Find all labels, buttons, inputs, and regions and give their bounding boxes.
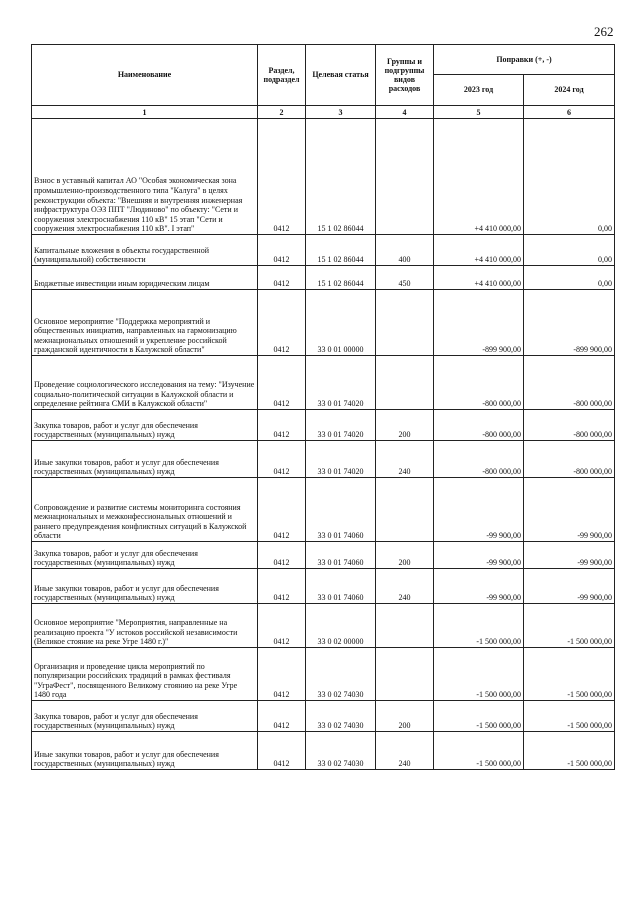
row-expense-group bbox=[376, 290, 434, 356]
table-row bbox=[32, 542, 615, 569]
row-expense-group: 450 bbox=[376, 266, 434, 290]
table-row bbox=[32, 119, 615, 235]
row-amount-2023: -1 500 000,00 bbox=[434, 648, 524, 701]
row-name: Основное мероприятие "Поддержка мероприятий и общественных инициатив, направленных на гармонизацию межнациональных отношений и укрепление российской гражданской идентичности в Калужской области" bbox=[32, 290, 258, 356]
header-year-2023: 2023 год bbox=[434, 75, 524, 106]
row-amount-2024: 0,00 bbox=[524, 266, 615, 290]
row-amount-2024: -99 900,00 bbox=[524, 542, 615, 569]
row-expense-group: 240 bbox=[376, 569, 434, 604]
row-expense-group bbox=[376, 478, 434, 542]
table-row bbox=[32, 569, 615, 604]
header-year-2024: 2024 год bbox=[524, 75, 615, 106]
row-name: Бюджетные инвестиции иным юридическим лицам bbox=[32, 266, 258, 290]
row-section-code: 0412 bbox=[258, 478, 306, 542]
row-name: Иные закупки товаров, работ и услуг для обеспечения государственных (муниципальных) нужд bbox=[32, 569, 258, 604]
row-target-article: 33 0 02 74030 bbox=[306, 648, 376, 701]
row-expense-group: 200 bbox=[376, 410, 434, 441]
column-number: 3 bbox=[306, 106, 376, 119]
row-name: Иные закупки товаров, работ и услуг для обеспечения государственных (муниципальных) нужд bbox=[32, 441, 258, 478]
row-amount-2023: -99 900,00 bbox=[434, 478, 524, 542]
row-target-article: 33 0 02 00000 bbox=[306, 604, 376, 648]
row-amount-2024: -1 500 000,00 bbox=[524, 648, 615, 701]
row-amount-2024: -899 900,00 bbox=[524, 290, 615, 356]
row-amount-2023: -800 000,00 bbox=[434, 441, 524, 478]
row-amount-2023: -99 900,00 bbox=[434, 569, 524, 604]
row-amount-2023: -1 500 000,00 bbox=[434, 701, 524, 732]
row-amount-2023: -800 000,00 bbox=[434, 356, 524, 410]
header-target: Целевая статья bbox=[306, 45, 376, 106]
row-amount-2024: -1 500 000,00 bbox=[524, 701, 615, 732]
row-amount-2023: -800 000,00 bbox=[434, 410, 524, 441]
row-section-code: 0412 bbox=[258, 604, 306, 648]
row-target-article: 33 0 01 74020 bbox=[306, 441, 376, 478]
column-number-row bbox=[32, 106, 615, 119]
row-amount-2024: -99 900,00 bbox=[524, 569, 615, 604]
row-name: Проведение социологического исследования на тему: "Изучение социально-политической ситуации в Калужской области и определение рейтинга СМИ в Калужской области" bbox=[32, 356, 258, 410]
table-row bbox=[32, 604, 615, 648]
row-section-code: 0412 bbox=[258, 356, 306, 410]
row-expense-group: 400 bbox=[376, 235, 434, 266]
row-section-code: 0412 bbox=[258, 732, 306, 770]
row-name: Сопровождение и развитие системы мониторинга состояния межнациональных и межконфессиональных отношений и раннего предупреждения конфликтных ситуаций в Калужской области bbox=[32, 478, 258, 542]
row-target-article: 33 0 02 74030 bbox=[306, 732, 376, 770]
row-section-code: 0412 bbox=[258, 542, 306, 569]
row-expense-group: 200 bbox=[376, 701, 434, 732]
row-expense-group: 240 bbox=[376, 441, 434, 478]
column-number: 2 bbox=[258, 106, 306, 119]
table-row bbox=[32, 701, 615, 732]
row-target-article: 33 0 01 74020 bbox=[306, 356, 376, 410]
table-row bbox=[32, 732, 615, 770]
row-expense-group bbox=[376, 648, 434, 701]
row-amount-2024: -800 000,00 bbox=[524, 410, 615, 441]
column-number: 4 bbox=[376, 106, 434, 119]
column-number: 6 bbox=[524, 106, 615, 119]
row-amount-2023: -99 900,00 bbox=[434, 542, 524, 569]
table-row bbox=[32, 356, 615, 410]
row-amount-2024: 0,00 bbox=[524, 235, 615, 266]
row-name: Иные закупки товаров, работ и услуг для обеспечения государственных (муниципальных) нужд bbox=[32, 732, 258, 770]
row-target-article: 33 0 01 00000 bbox=[306, 290, 376, 356]
table-row bbox=[32, 290, 615, 356]
row-section-code: 0412 bbox=[258, 410, 306, 441]
row-name: Закупка товаров, работ и услуг для обеспечения государственных (муниципальных) нужд bbox=[32, 542, 258, 569]
row-amount-2024: -800 000,00 bbox=[524, 356, 615, 410]
row-name: Основное мероприятие "Мероприятия, направленные на реализацию проекта "У истоков российской независимости (Великое стояние на реке Угре 1480 г.)" bbox=[32, 604, 258, 648]
row-section-code: 0412 bbox=[258, 266, 306, 290]
row-target-article: 33 0 01 74020 bbox=[306, 410, 376, 441]
row-amount-2024: 0,00 bbox=[524, 119, 615, 235]
row-amount-2024: -99 900,00 bbox=[524, 478, 615, 542]
row-amount-2024: -1 500 000,00 bbox=[524, 732, 615, 770]
row-amount-2024: -1 500 000,00 bbox=[524, 604, 615, 648]
column-number: 5 bbox=[434, 106, 524, 119]
row-target-article: 15 1 02 86044 bbox=[306, 266, 376, 290]
row-name: Организация и проведение цикла мероприятий по популяризации российских традиций в рамках фестиваля "УграФест", посвященного Великому стоянию на реке Угре 1480 года bbox=[32, 648, 258, 701]
row-amount-2023: +4 410 000,00 bbox=[434, 119, 524, 235]
row-section-code: 0412 bbox=[258, 290, 306, 356]
row-section-code: 0412 bbox=[258, 119, 306, 235]
header-name: Наименование bbox=[32, 45, 258, 106]
row-expense-group bbox=[376, 604, 434, 648]
row-target-article: 33 0 01 74060 bbox=[306, 478, 376, 542]
row-section-code: 0412 bbox=[258, 701, 306, 732]
row-target-article: 33 0 01 74060 bbox=[306, 542, 376, 569]
header-section: Раздел, подраздел bbox=[258, 45, 306, 106]
row-amount-2024: -800 000,00 bbox=[524, 441, 615, 478]
column-number: 1 bbox=[32, 106, 258, 119]
row-expense-group: 240 bbox=[376, 732, 434, 770]
table-row bbox=[32, 648, 615, 701]
row-target-article: 33 0 02 74030 bbox=[306, 701, 376, 732]
row-name: Закупка товаров, работ и услуг для обеспечения государственных (муниципальных) нужд bbox=[32, 410, 258, 441]
header-amendments: Поправки (+, -) bbox=[434, 45, 615, 75]
table-row bbox=[32, 478, 615, 542]
header-groups: Группы и подгруппы видов расходов bbox=[376, 45, 434, 106]
row-expense-group bbox=[376, 356, 434, 410]
page-number: 262 bbox=[594, 24, 614, 39]
row-amount-2023: -899 900,00 bbox=[434, 290, 524, 356]
row-amount-2023: +4 410 000,00 bbox=[434, 266, 524, 290]
row-section-code: 0412 bbox=[258, 441, 306, 478]
table-row bbox=[32, 266, 615, 290]
row-amount-2023: -1 500 000,00 bbox=[434, 604, 524, 648]
table-row bbox=[32, 410, 615, 441]
row-name: Взнос в уставный капитал АО "Особая экономическая зона промышленно-производственного типа "Калуга" в целях реконструкции объекта: "Внешняя и внутренняя инженерная инфраструктура ОЭЗ ППТ "Людиново" по объекту: "Сети и сооружения электроснабжения 110 кВ" 15 этап "Сети и сооружения электроснабжения 110 кВ". I этап" bbox=[32, 119, 258, 235]
table-row bbox=[32, 441, 615, 478]
row-section-code: 0412 bbox=[258, 648, 306, 701]
row-expense-group bbox=[376, 119, 434, 235]
row-target-article: 15 1 02 86044 bbox=[306, 119, 376, 235]
row-name: Закупка товаров, работ и услуг для обеспечения государственных (муниципальных) нужд bbox=[32, 701, 258, 732]
budget-table bbox=[31, 44, 615, 770]
row-expense-group: 200 bbox=[376, 542, 434, 569]
row-target-article: 15 1 02 86044 bbox=[306, 235, 376, 266]
row-target-article: 33 0 01 74060 bbox=[306, 569, 376, 604]
row-section-code: 0412 bbox=[258, 235, 306, 266]
table-row bbox=[32, 235, 615, 266]
row-section-code: 0412 bbox=[258, 569, 306, 604]
row-amount-2023: +4 410 000,00 bbox=[434, 235, 524, 266]
row-amount-2023: -1 500 000,00 bbox=[434, 732, 524, 770]
row-name: Капитальные вложения в объекты государственной (муниципальной) собственности bbox=[32, 235, 258, 266]
